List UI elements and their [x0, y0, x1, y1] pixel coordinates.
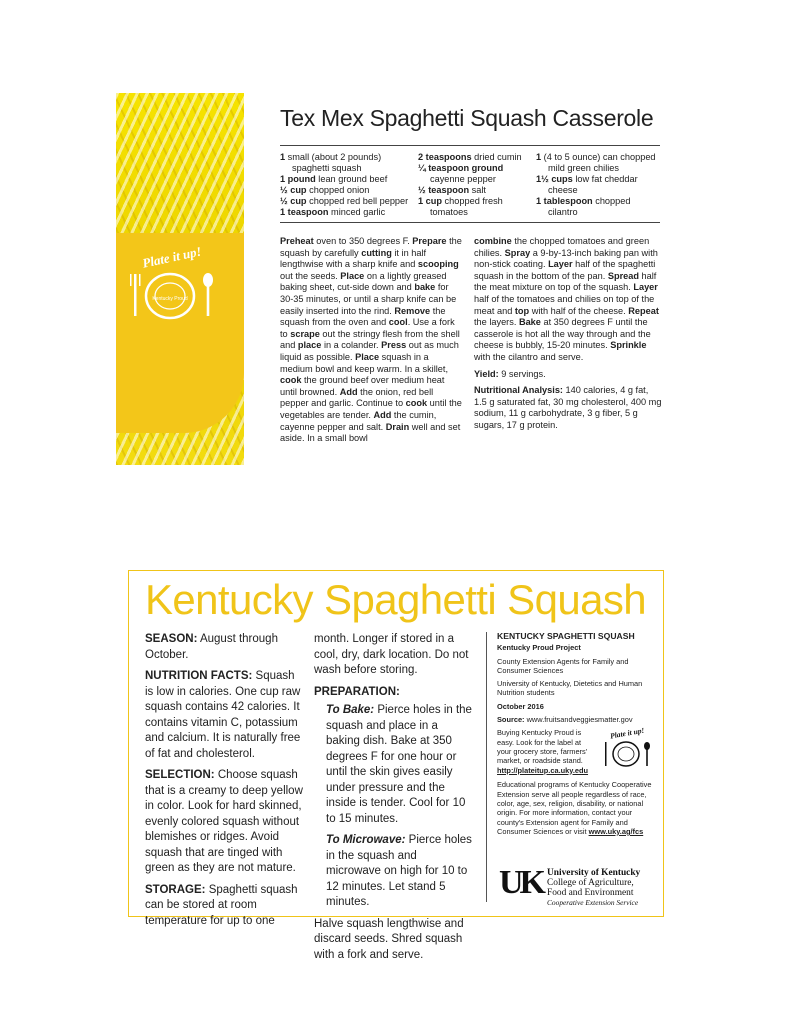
ingredient-line: 1 teaspoon minced garlic — [280, 207, 386, 217]
uk-line-3: Food and Environment — [547, 888, 634, 898]
ingredients-col-1 — [280, 152, 408, 218]
edu-link[interactable]: www.uky.ag/fcs — [588, 826, 644, 836]
nutrition-analysis — [474, 385, 662, 431]
uk-logo-text — [547, 868, 640, 908]
ingredient-line: ½ teaspoon salt — [418, 185, 486, 195]
column-divider — [486, 632, 487, 902]
source-label: Source: — [497, 715, 525, 725]
to-microwave-label: To Microwave: — [326, 834, 406, 846]
ingredient-line: mild green chilies — [548, 163, 619, 173]
season-label: SEASON: — [145, 633, 198, 645]
buying-copy: Buying Kentucky Proud is easy. Look for the label at your grocery store, farmers' market, or roadside stand. — [497, 728, 588, 766]
sidebar-source — [497, 715, 657, 724]
uk-line-2: College of Agriculture, — [547, 878, 634, 888]
source-text: www.fruitsandveggiesmatter.gov — [524, 715, 633, 725]
ingredient-line: ½ cup chopped red bell pepper — [280, 196, 409, 206]
to-bake — [314, 703, 474, 827]
sidebar-university: University of Kentucky, Dietetics and Human Nutrition students — [497, 679, 643, 698]
recipe-title: Tex Mex Spaghetti Squash Casserole — [280, 105, 654, 131]
ingredient-line: ½ cup chopped onion — [280, 185, 370, 195]
edu-copy: Educational programs of Kentucky Cooperative Extension serve all people regardless of race, color, age, sex, religion, disability, or national origin. For more information, contact your county's Extension agent for Family and Consumer Sciences or visit — [497, 780, 652, 836]
yield-value: 9 servings. — [498, 368, 546, 379]
directions-left-text: Preheat oven to 350 degrees F. Prepare the squash by carefully cutting it in half lengthwise with a sharp knife and scooping out the seeds. Place on a lightly greased baking sheet, cut-side down and bake for 30-35 minutes, or until a sharp knife can be easily inserted into the rind. Remove the squash from the oven and cool. Use a fork to scrape out the stringy flesh from the shell and place in a colander. Press out as much liquid as possible. Place squash in a medium bowl and keep warm. In a skillet, cook the ground beef over medium heat until browned. Add the onion, red bell pepper and garlic. Continue to cook until the vegetables are tender. Add the cumin, cayenne pepper and salt. Drain well and set aside. In a small bowl — [280, 236, 462, 444]
uk-logo-mark: UK — [499, 864, 542, 901]
ingredient-line: cilantro — [548, 207, 578, 217]
info-col-2 — [314, 632, 474, 969]
title-rule — [280, 145, 660, 146]
buying-link[interactable]: http://plateitup.ca.uky.edu — [497, 765, 589, 775]
logo-subtext: Kentucky Proud — [152, 296, 188, 302]
logo-text: Plate it up! — [140, 243, 203, 271]
selection-text: Choose squash that is a creamy to deep yellow in color. Look for hard skinned, evenly colored squash without blemishes or ridges. Avoid squash that are tinged with green as they are not mature. — [145, 769, 303, 874]
selection-label: SELECTION: — [145, 769, 215, 781]
storage — [145, 883, 303, 930]
ingredient-line: 1½ cups low fat cheddar — [536, 174, 638, 184]
uk-line-1: University of Kentucky — [547, 868, 641, 878]
ingredient-line: 1 pound lean ground beef — [280, 174, 388, 184]
nutrition-facts-text: Squash is low in calories. One cup raw squash contains 42 calories. It contains vitamin C, potassium and calcium. It is naturally free of fat and cholesterol. — [145, 670, 301, 760]
ingredient-line: 1 cup chopped fresh — [418, 196, 503, 206]
storage-text: Spaghetti squash can be stored at room temperature for up to one — [145, 883, 298, 927]
ingredient-line: tomatoes — [430, 207, 468, 217]
nutrition-value: 140 calories, 4 g fat, 1.5 g saturated fat, 30 mg cholesterol, 400 mg sodium, 11 g carbohydrate, 3 g fiber, 5 g sugars, 17 g protein. — [474, 385, 662, 430]
season — [145, 632, 303, 663]
preparation-label: PREPARATION: — [314, 685, 400, 698]
selection — [145, 768, 303, 877]
ingredients-col-2 — [418, 152, 522, 218]
nutrition-label: Nutritional Analysis: — [474, 385, 563, 396]
ingredient-line: cheese — [548, 185, 578, 195]
directions-right — [474, 236, 662, 437]
uk-line-4: Cooperative Extension Service — [547, 898, 639, 907]
yield — [474, 369, 662, 381]
edu-text — [497, 780, 657, 836]
ingredient-line: 1 (4 to 5 ounce) can chopped — [536, 152, 656, 162]
to-microwave — [314, 833, 474, 911]
plate-it-up-logo — [120, 238, 230, 338]
nutrition-facts — [145, 669, 303, 762]
sidebar-heading: KENTUCKY SPAGHETTI SQUASH — [497, 631, 635, 641]
to-microwave-text: Pierce holes in the squash and microwave on high for 10 to 12 minutes. Let stand 5 minutes. — [326, 834, 472, 908]
season-text: August through October. — [145, 633, 278, 661]
to-bake-text: Pierce holes in the squash and place in a baking dish. Bake at 350 degrees F for one hour or until the skin gives easily under pressure and the inside is tender. Cool for 10 to 15 minutes. — [326, 704, 472, 825]
ingredient-line: spaghetti squash — [292, 163, 362, 173]
storage-label: STORAGE: — [145, 883, 206, 896]
ingredients-rule — [280, 222, 660, 223]
directions-left — [280, 236, 462, 450]
ingredient-line: 2 teaspoons dried cumin — [418, 152, 522, 162]
sidebar-date: October 2016 — [497, 701, 544, 711]
storage-continued: month. Longer if stored in a cool, dry, dark location. Do not wash before storing. — [314, 633, 469, 676]
buying-block — [497, 728, 657, 776]
info-sidebar — [497, 632, 657, 840]
plate-it-up-small-logo — [597, 724, 655, 774]
buying-text — [497, 728, 595, 774]
halve-text: Halve squash lengthwise and discard seeds. Shred squash with a fork and serve. — [314, 917, 464, 961]
directions-right-text: combine the chopped tomatoes and green chilies. Spray a 9-by-13-inch baking pan with non-stick coating. Layer half of the spaghetti squash in the bottom of the pan. Spread half the meat mixture on top of the squash. Layer half of the tomatoes and chilies on top of the meat and top with half of the cheese. Repeat the layers. Bake at 350 degrees F until the casserole is hot all the way through and the cheese is bubbly, 15-20 minutes. Sprinkle with the cilantro and serve. — [474, 236, 659, 362]
squash-photo — [116, 93, 244, 465]
to-bake-label: To Bake: — [326, 704, 375, 716]
sidebar-agents: County Extension Agents for Family and Consumer Sciences — [497, 656, 629, 675]
sidebar-project: Kentucky Proud Project — [497, 643, 581, 653]
ingredient-line: ¼ teaspoon ground — [418, 163, 504, 173]
nutrition-facts-label: NUTRITION FACTS: — [145, 670, 253, 682]
small-logo-text: Plate it up! — [609, 726, 645, 741]
info-col-1 — [145, 632, 303, 935]
info-title: Kentucky Spaghetti Squash — [145, 576, 647, 623]
ingredients-col-3 — [536, 152, 656, 218]
yield-label: Yield: — [474, 368, 499, 379]
uk-extension-logo — [497, 864, 657, 907]
ingredient-line: cayenne pepper — [430, 174, 496, 184]
ingredient-line: 1 small (about 2 pounds) — [280, 152, 382, 162]
ingredient-line: 1 tablespoon chopped — [536, 196, 631, 206]
